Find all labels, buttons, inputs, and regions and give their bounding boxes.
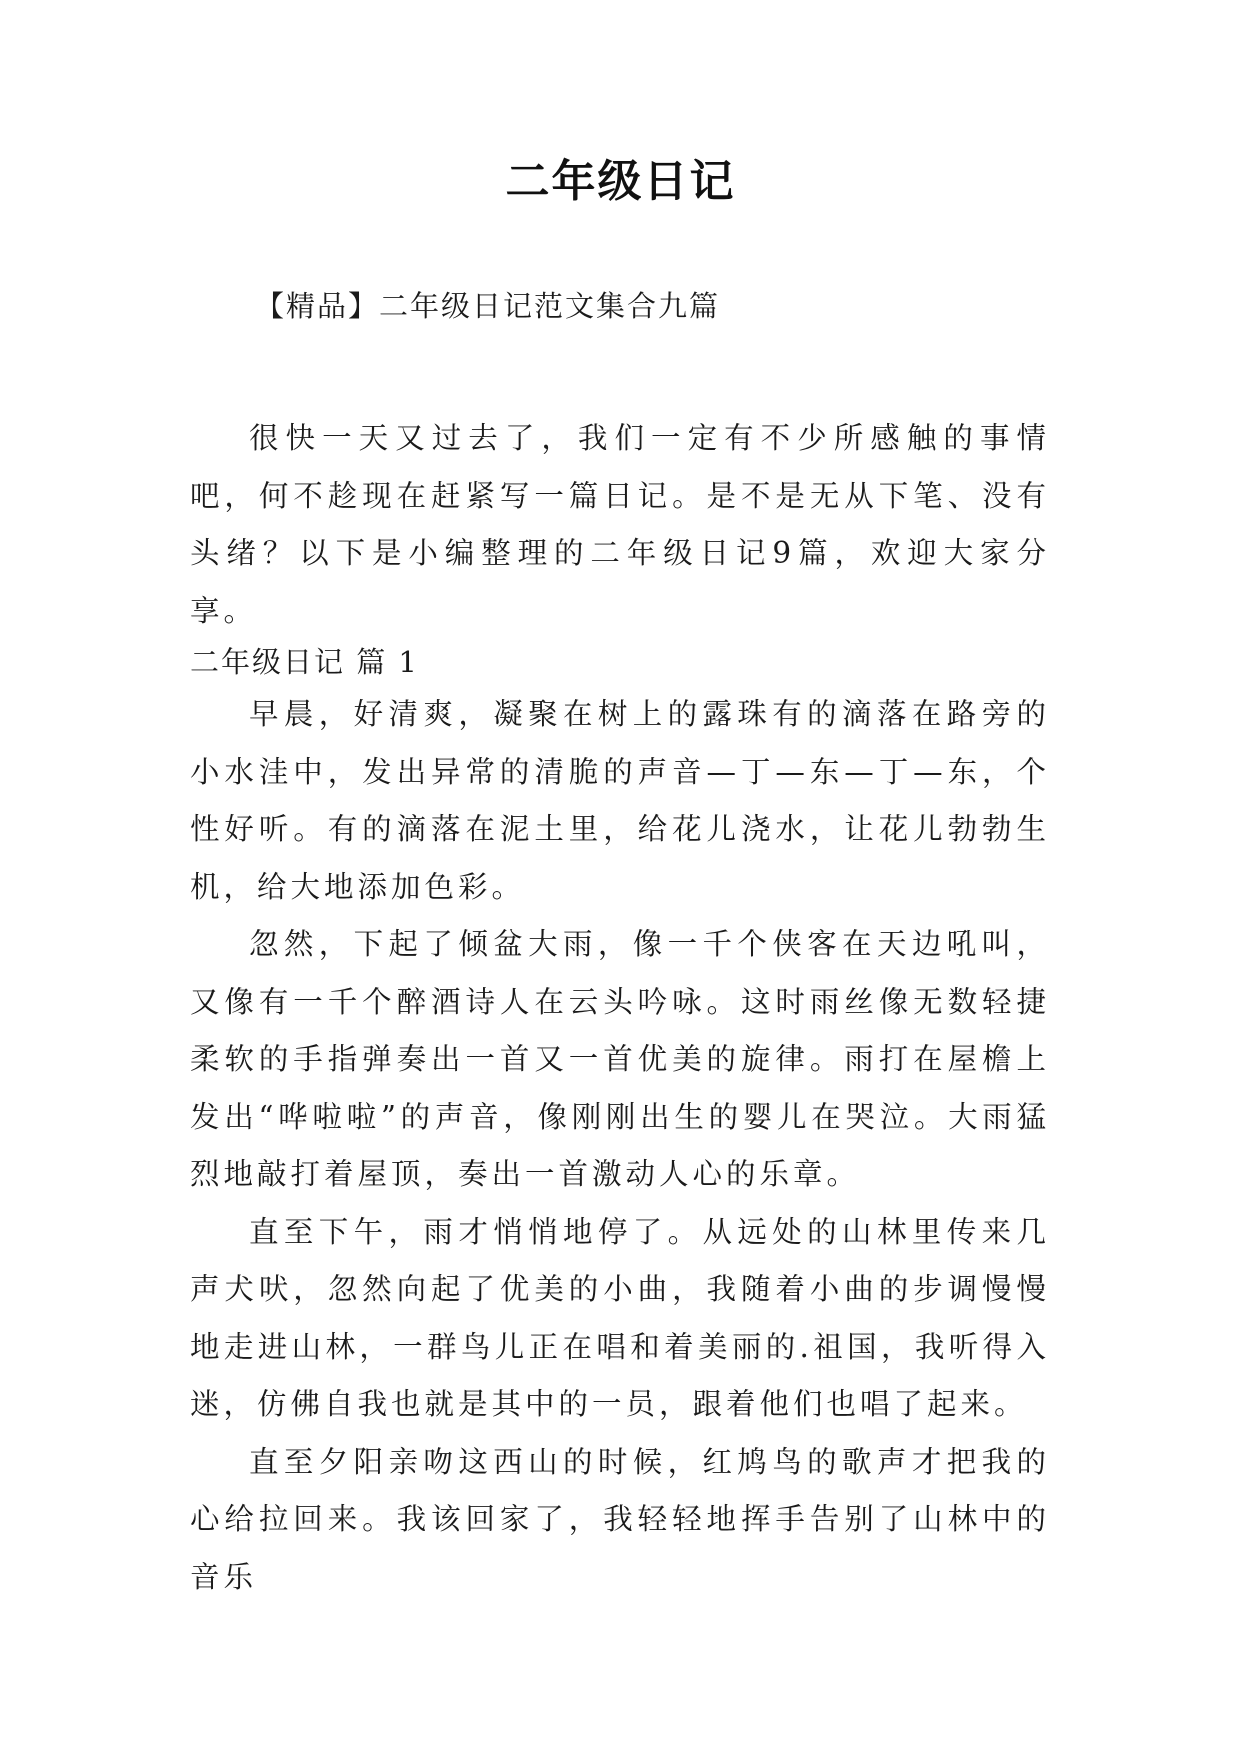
body-paragraph-3: 直至下午，雨才悄悄地停了。从远处的山林里传来几声犬吠，忽然向起了优美的小曲，我随着小曲的步调慢慢地走进山林，一群鸟儿正在唱和着美丽的.祖国，我听得入迷，仿佛自我也就是其中的一员，跟着他们也唱了起来。 xyxy=(190,1214,1050,1421)
body-paragraph-4: 直至夕阳亲吻这西山的时候，红鸠鸟的歌声才把我的心给拉回来。我该回家了，我轻轻地挥手告别了山林中的音乐 xyxy=(190,1444,1050,1594)
section-body xyxy=(190,686,1050,1606)
document-subtitle: 【精品】二年级日记范文集合九篇 xyxy=(255,289,721,323)
intro-block xyxy=(190,410,1050,640)
body-paragraph-2: 忽然，下起了倾盆大雨，像一千个侠客在天边吼叫，又像有一千个醉酒诗人在云头吟咏。这时雨丝像无数轻捷柔软的手指弹奏出一首又一首优美的旋律。雨打在屋檐上发出“哗啦啦”的声音，像刚刚出生的婴儿在哭泣。大雨猛烈地敲打着屋顶，奏出一首激动人心的乐章。 xyxy=(190,927,1050,1191)
section-heading: 二年级日记 篇 1 xyxy=(190,645,419,679)
document-title: 二年级日记 xyxy=(505,156,736,207)
body-paragraph-1: 早晨，好清爽，凝聚在树上的露珠有的滴落在路旁的小水洼中，发出异常的清脆的声音—丁—东—丁—东，个性好听。有的滴落在泥土里，给花儿浇水，让花儿勃勃生机，给大地添加色彩。 xyxy=(190,697,1050,904)
intro-paragraph: 很快一天又过去了，我们一定有不少所感触的事情吧，何不趁现在赶紧写一篇日记。是不是无从下笔、没有头绪？以下是小编整理的二年级日记9篇，欢迎大家分享。 xyxy=(190,421,1050,628)
